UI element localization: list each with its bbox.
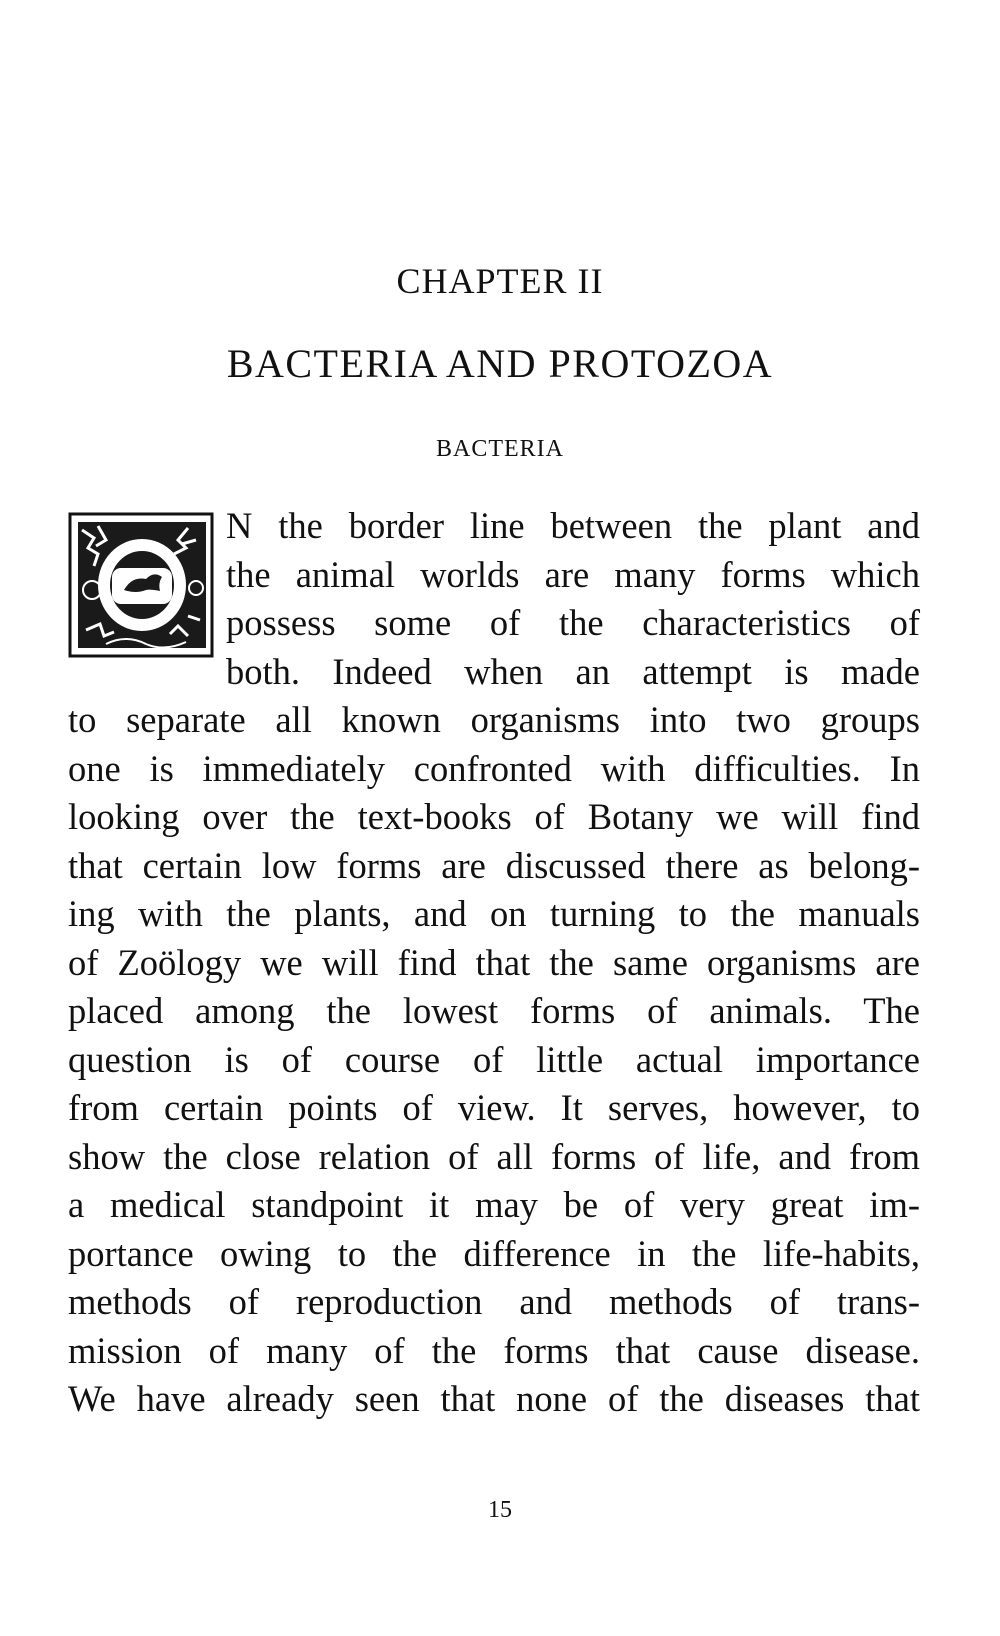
text-line: methods of reproduction and methods of trans- xyxy=(68,1281,920,1322)
decorated-initial-o xyxy=(68,510,216,658)
text-line: portance owing to the difference in the life-habits, xyxy=(68,1233,920,1274)
section-heading: BACTERIA xyxy=(436,436,564,462)
chapter-heading: CHAPTER II xyxy=(396,261,604,301)
text-line: one is immediately confronted with difficulties. In xyxy=(68,748,920,789)
text-line: both. Indeed when an attempt is made xyxy=(226,651,920,692)
page-number: 15 xyxy=(488,1497,512,1523)
text-line: We have already seen that none of the diseases that xyxy=(68,1378,920,1419)
text-line: question is of course of little actual importance xyxy=(68,1039,920,1080)
text-line: the animal worlds are many forms which xyxy=(226,554,920,595)
text-line: N the border line between the plant and xyxy=(226,505,920,546)
text-line: looking over the text-books of Botany we will find xyxy=(68,796,920,837)
text-line: to separate all known organisms into two groups xyxy=(68,699,920,740)
text-line: that certain low forms are discussed there as belong- xyxy=(68,845,920,886)
text-line: show the close relation of all forms of life, and from xyxy=(68,1136,920,1177)
text-line: of Zoölogy we will find that the same organisms are xyxy=(68,942,920,983)
text-line: mission of many of the forms that cause disease. xyxy=(68,1330,920,1371)
text-line: possess some of the characteristics of xyxy=(226,602,920,643)
ornament-initial-icon xyxy=(68,510,216,658)
text-line: ing with the plants, and on turning to the manuals xyxy=(68,893,920,934)
text-line: a medical standpoint it may be of very great im- xyxy=(68,1184,920,1225)
chapter-title: BACTERIA AND PROTOZOA xyxy=(226,341,774,386)
text-line: from certain points of view. It serves, however, to xyxy=(68,1087,920,1128)
text-line: placed among the lowest forms of animals. The xyxy=(68,990,920,1031)
